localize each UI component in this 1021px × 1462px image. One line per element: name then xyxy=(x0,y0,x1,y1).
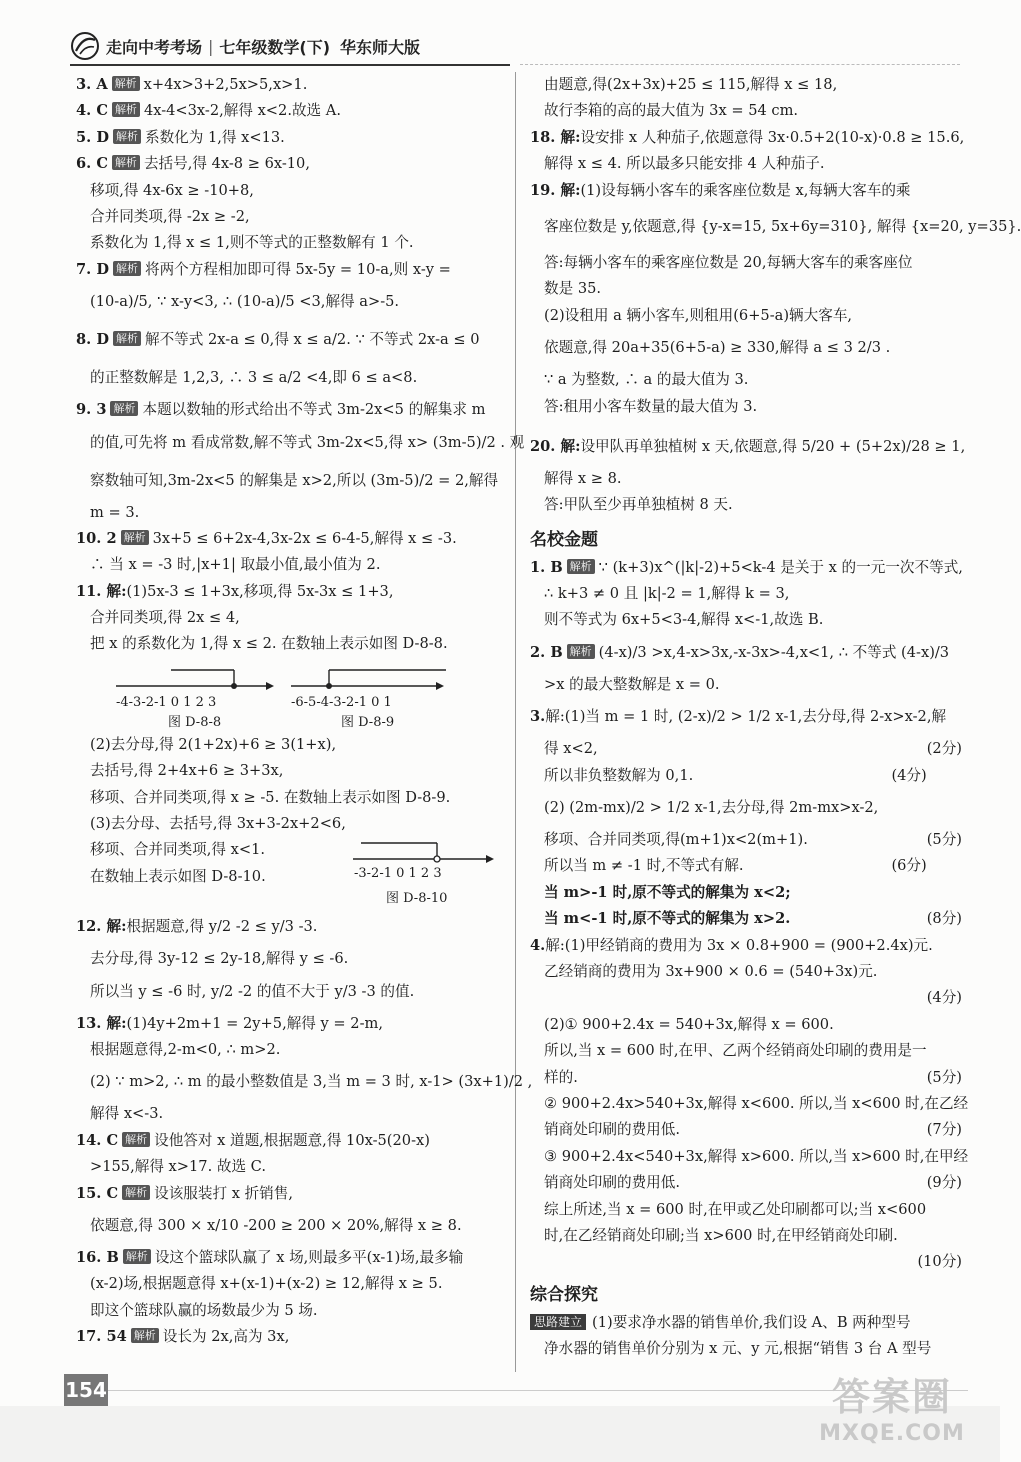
header-rule xyxy=(70,64,510,66)
analysis-tag: 解析 xyxy=(121,530,149,545)
answer-line: 则不等式为 6x+5<3-4,解得 x<-1,故选 B. xyxy=(544,611,824,629)
thinking-tag: 思路建立 xyxy=(530,1314,586,1330)
analysis-tag: 解析 xyxy=(112,102,140,117)
figure-caption: 图 D-8-9 xyxy=(341,714,395,730)
right-column xyxy=(530,72,1021,1372)
answer-line: >155,解得 x>17. 故选 C. xyxy=(90,1158,266,1176)
answer-item: 9. 3 解析 本题以数轴的形式给出不等式 3m-2x<5 的解集求 m xyxy=(76,401,486,419)
analysis-tag: 解析 xyxy=(122,1185,150,1200)
score-mark: (4分) xyxy=(891,766,927,784)
analysis-tag: 解析 xyxy=(112,155,140,170)
answer-line: ∵ a 为整数, ∴ a 的最大值为 3. xyxy=(544,371,749,389)
watermark xyxy=(792,1366,992,1456)
answer-line: 样的. xyxy=(544,1068,578,1086)
answer-line: 答:每辆小客车的乘客座位数是 20,每辆大客车的乘客座位 xyxy=(544,253,913,271)
score-mark: (8分) xyxy=(926,910,962,928)
score-mark: (7分) xyxy=(926,1121,962,1139)
answer-item: 17. 54 解析 设长为 2x,高为 3x, xyxy=(76,1328,290,1346)
answer-item: 12. 解:根据题意,得 y/2 -2 ≤ y/3 -3. xyxy=(76,918,318,936)
analysis-tag: 解析 xyxy=(567,559,595,574)
score-mark: (6分) xyxy=(891,857,927,875)
left-column xyxy=(76,72,533,1372)
answer-item: 5. D 解析 系数化为 1,得 x<13. xyxy=(76,128,285,146)
answer-line: 依题意,得 20a+35(6+5-a) ≥ 330,解得 a ≤ 3 2/3 . xyxy=(544,339,891,357)
answer-item: 7. D 解析 将两个方程相加即可得 5x-5y = 10-a,则 x-y = xyxy=(76,260,451,278)
score-mark: (5分) xyxy=(926,1068,962,1086)
answer-item: 10. 2 解析 3x+5 ≤ 6+2x-4,3x-2x ≤ 6-4-5,解得 x ≤ -3. xyxy=(76,529,457,547)
answer-line: (2)设租用 a 辆小客车,则租用(6+5-a)辆大客车, xyxy=(544,306,853,324)
answer-line: 的值,可先将 m 看成常数,解不等式 3m-2x<5,得 x> (3m-5)/2 . 观 xyxy=(90,433,525,451)
header-rule-dashed xyxy=(520,64,960,65)
answer-line: 净水器的销售单价分别为 x 元、y 元,根据“销售 3 台 A 型号 xyxy=(544,1340,932,1358)
answer-line: 移项、合并同类项,得 x ≥ -5. 在数轴上表示如图 D-8-9. xyxy=(90,788,451,806)
answer-line: 综上所述,当 x = 600 时,在甲或乙处印刷都可以;当 x<600 xyxy=(544,1200,927,1218)
answer-line: (10-a)/5, ∵ x-y<3, ∴ (10-a)/5 <3,解得 a>-5. xyxy=(90,293,400,311)
answer-line: 解得 x ≤ 4. 所以最多只能安排 4 人种茄子. xyxy=(544,155,825,173)
answer-item: 3.解:(1)当 m = 1 时, (2-x)/2 > 1/2 x-1,去分母,得 2-x>x-2,解 xyxy=(530,708,947,726)
section-heading: 综合探究 xyxy=(530,1284,598,1305)
page-number: 154 xyxy=(64,1374,108,1406)
analysis-tag: 解析 xyxy=(113,331,141,346)
answer-line: 时,在乙经销商处印刷;当 x>600 时,在甲经销商处印刷. xyxy=(544,1226,898,1244)
answer-line: >x 的最大整数解是 x = 0. xyxy=(544,675,720,693)
number-line-figures xyxy=(76,658,508,732)
analysis-tag: 解析 xyxy=(131,1328,159,1343)
analysis-tag: 解析 xyxy=(110,401,138,416)
answer-line: 答:租用小客车数量的最大值为 3. xyxy=(544,397,758,415)
answer-line: 即这个篮球队赢的场数最少为 5 场. xyxy=(90,1301,318,1319)
answer-item: 3. A 解析 x+4x>3+2,5x>5,x>1. xyxy=(76,76,308,93)
answer-line: 去括号,得 2+4x+6 ≥ 3+3x, xyxy=(90,762,284,780)
answer-line: 所以当 y ≤ -6 时, y/2 -2 的值不大于 y/3 -3 的值. xyxy=(90,982,415,1000)
analysis-tag: 解析 xyxy=(113,129,141,144)
brand-logo-icon xyxy=(70,31,100,61)
answer-item: 8. D 解析 解不等式 2x-a ≤ 0,得 x ≤ a/2. ∵ 不等式 2x-a ≤ 0 xyxy=(76,331,480,349)
answer-line: (2) ∵ m>2, ∴ m 的最小整数值是 3,当 m = 3 时, x-1> (3x+1)/2 , xyxy=(90,1073,533,1091)
answer-line: 察数轴可知,3m-2x<5 的解集是 x>2,所以 (3m-5)/2 = 2,解得 xyxy=(90,471,499,489)
page-header xyxy=(70,30,420,62)
answer-item: 1. B 解析 ∵ (k+3)x^(|k|-2)+5<k-4 是关于 x 的一元一次不等式, xyxy=(530,558,963,576)
answer-line: 由题意,得(2x+3x)+25 ≤ 115,解得 x ≤ 18, xyxy=(544,76,838,93)
answer-line: (2) (2m-mx)/2 > 1/2 x-1,去分母,得 2m-mx>x-2, xyxy=(544,799,879,817)
answer-line: ② 900+2.4x>540+3x,解得 x<600. 所以,当 x<600 时,在乙经 xyxy=(544,1094,969,1112)
answer-item: 11. 解:(1)5x-3 ≤ 1+3x,移项,得 5x-3x ≤ 1+3, xyxy=(76,582,394,600)
answer-line: ③ 900+2.4x<540+3x,解得 x>600. 所以,当 x>600 时,在甲经 xyxy=(544,1147,969,1165)
column-divider xyxy=(515,72,516,1372)
answer-line: 当 m>-1 时,原不等式的解集为 x<2; xyxy=(544,883,791,901)
answer-item: 15. C 解析 设该服装打 x 折销售, xyxy=(76,1184,293,1202)
score-mark: (4分) xyxy=(926,989,962,1007)
score-mark: (2分) xyxy=(926,740,962,758)
answer-line: 销商处印刷的费用低. xyxy=(544,1121,680,1139)
answer-item: 13. 解:(1)4y+2m+1 = 2y+5,解得 y = 2-m, xyxy=(76,1014,383,1032)
answer-item: 19. 解:(1)设每辆小客车的乘客座位数是 x,每辆大客车的乘 xyxy=(530,181,911,199)
answer-line: (2)去分母,得 2(1+2x)+6 ≥ 3(1+x), xyxy=(90,735,337,753)
answer-line: 乙经销商的费用为 3x+900 × 0.6 = (540+3x)元. xyxy=(544,962,878,980)
analysis-tag: 解析 xyxy=(122,1132,150,1147)
answer-line: 移项、合并同类项,得 x<1. xyxy=(90,841,266,859)
analysis-tag: 解析 xyxy=(113,261,141,276)
answer-line: 所以非负整数解为 0,1. (4分) xyxy=(530,763,962,789)
analysis-tag: 解析 xyxy=(123,1249,151,1264)
watermark-line2: MXQE.COM xyxy=(819,1421,965,1446)
analysis-tag: 解析 xyxy=(567,644,595,659)
answer-line: 去分母,得 3y-12 ≤ 2y-18,解得 y ≤ -6. xyxy=(90,950,349,968)
answer-line: 当 m<-1 时,原不等式的解集为 x>2. xyxy=(544,910,791,928)
answer-line: 所以当 m ≠ -1 时,不等式有解. (6分) xyxy=(530,853,962,879)
answer-line: 移项,得 4x-6x ≥ -10+8, xyxy=(90,181,254,199)
score-mark: (10分) xyxy=(917,1253,962,1271)
answer-line: ∴ 当 x = -3 时,|x+1| 取最小值,最小值为 2. xyxy=(90,556,381,574)
analysis-tag: 解析 xyxy=(112,76,140,91)
answer-line: 移项、合并同类项,得(m+1)x<2(m+1). (5分) xyxy=(530,827,962,853)
answer-line: m = 3. xyxy=(90,503,140,521)
answer-line: 解得 x<-3. xyxy=(90,1105,164,1123)
brand-name: 走向中考考场 xyxy=(106,37,203,57)
number-line-ticks: -4-3-2-1 0 1 2 3 xyxy=(116,694,217,710)
answer-item: 2. B 解析 (4-x)/3 >x,4-x>3x,-x-3x>-4,x<1, ∴ 不等式 (4-x)/3 xyxy=(530,643,950,661)
header-separator: | xyxy=(208,36,214,56)
answer-line: 合并同类项,得 -2x ≥ -2, xyxy=(90,207,250,225)
figure-caption-row xyxy=(76,890,508,908)
edition-label: 华东师大版 xyxy=(340,37,421,57)
answer-item: 16. B 解析 设这个篮球队赢了 x 场,则最多平(x-1)场,最多输 xyxy=(76,1248,464,1266)
answer-line: 把 x 的系数化为 1,得 x ≤ 2. 在数轴上表示如图 D-8-8. xyxy=(90,635,448,653)
answer-line: (2)① 900+2.4x = 540+3x,解得 x = 600. xyxy=(544,1015,834,1033)
watermark-line1: 答案圈 xyxy=(831,1375,952,1419)
answer-item: 思路建立 (1)要求净水器的销售单价,我们设 A、B 两种型号 xyxy=(530,1310,962,1336)
score-mark: (5分) xyxy=(926,831,962,849)
answer-item: 18. 解:设安排 x 人种茄子,依题意得 3x·0.5+2(10-x)·0.8 ≥ 15.6, xyxy=(530,128,965,146)
answer-line: 故行李箱的高的最大值为 3x = 54 cm. xyxy=(544,102,799,120)
answer-line: (x-2)场,根据题意得 x+(x-1)+(x-2) ≥ 12,解得 x ≥ 5. xyxy=(90,1275,443,1293)
answer-line: 数是 35. xyxy=(544,280,602,298)
answer-line: 销商处印刷的费用低. xyxy=(544,1174,680,1192)
answer-line: 解得 x ≥ 8. xyxy=(544,469,622,487)
answer-line: 在数轴上表示如图 D-8-10. xyxy=(90,867,266,885)
answer-line: 答:甲队至少再单独植树 8 天. xyxy=(544,496,733,514)
answer-item: 4.解:(1)甲经销商的费用为 3x × 0.8+900 = (900+2.4x)元. xyxy=(530,936,933,954)
answer-line: ∴ k+3 ≠ 0 且 |k|-2 = 1,解得 k = 3, xyxy=(544,585,790,603)
score-mark: (9分) xyxy=(926,1174,962,1192)
answer-line: 所以,当 x = 600 时,在甲、乙两个经销商处印刷的费用是一 xyxy=(544,1042,927,1060)
answer-line: 依题意,得 300 × x/10 -200 ≥ 200 × 20%,解得 x ≥ 8. xyxy=(90,1216,462,1234)
figure-block-c xyxy=(76,837,508,890)
answer-line: 根据题意得,2-m<0, ∴ m>2. xyxy=(90,1041,281,1058)
answer-line: 合并同类项,得 2x ≤ 4, xyxy=(90,609,240,627)
figure-caption: 图 D-8-10 xyxy=(386,891,448,907)
section-heading: 名校金题 xyxy=(530,529,598,550)
answer-line: 系数化为 1,得 x ≤ 1,则不等式的正整数解有 1 个. xyxy=(90,234,414,252)
answer-line: 的正整数解是 1,2,3, ∴ 3 ≤ a/2 <4,即 6 ≤ a<8. xyxy=(90,369,418,387)
answer-line: 客座位数是 y,依题意,得 {y-x=15, 5x+6y=310}, 解得 {x=20, y=35}. xyxy=(544,217,1021,235)
answer-item: 4. C 解析 4x-4<3x-2,解得 x<2.故选 A. xyxy=(76,102,341,120)
subject-title: 七年级数学(下) xyxy=(219,37,331,57)
answer-line: 得 x<2, (2分) xyxy=(530,736,962,762)
number-line-ticks: -6-5-4-3-2-1 0 1 xyxy=(291,694,392,710)
answer-item: 14. C 解析 设他答对 x 道题,根据题意,得 10x-5(20-x) xyxy=(76,1131,430,1149)
answer-item: 20. 解:设甲队再单独植树 x 天,依题意,得 5/20 + (5+2x)/28 ≥ 1, xyxy=(530,437,966,455)
figure-caption: 图 D-8-8 xyxy=(168,714,222,730)
answer-line: (3)去分母、去括号,得 3x+3-2x+2<6, xyxy=(90,815,346,833)
answer-item: 6. C 解析 去括号,得 4x-8 ≥ 6x-10, xyxy=(76,155,310,173)
number-line-ticks: -3-2-1 0 1 2 3 xyxy=(354,866,442,882)
